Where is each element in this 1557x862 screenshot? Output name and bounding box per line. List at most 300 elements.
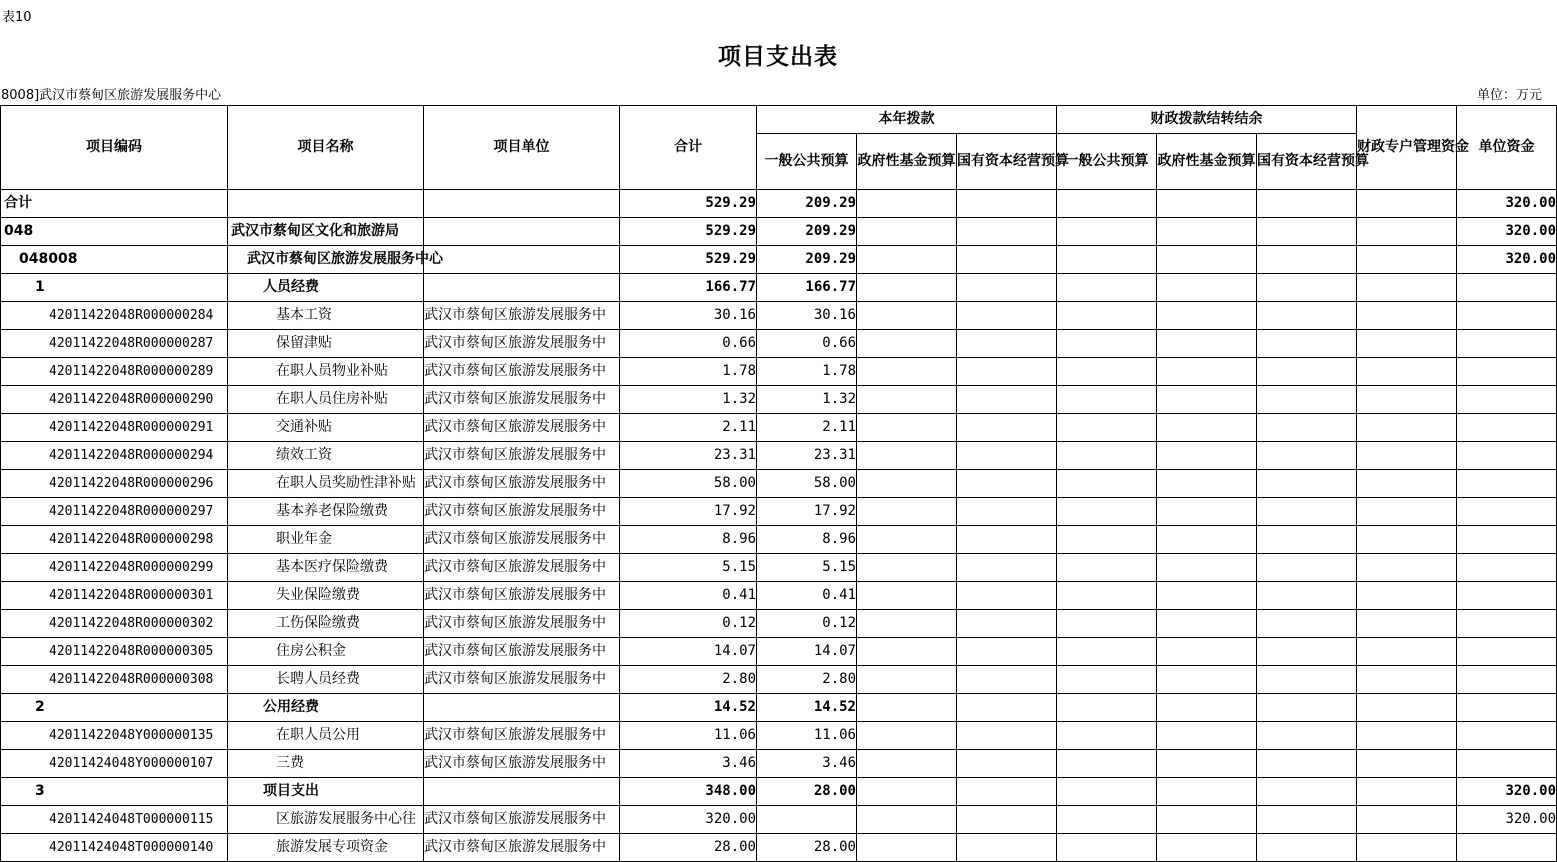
cell-project-name: 基本养老保险缴费 [228, 498, 424, 526]
cell-project-unit: 武汉市蔡甸区旅游发展服务中 [424, 834, 620, 862]
cell-unit-funds: 320.00 [1457, 778, 1557, 806]
cell-current-general: 209.29 [757, 190, 857, 218]
cell-carry-general [1057, 554, 1157, 582]
cell-project-name: 旅游发展专项资金 [228, 834, 424, 862]
cell-project-unit: 武汉市蔡甸区旅游发展服务中 [424, 638, 620, 666]
cell-carry-state [1257, 302, 1357, 330]
cell-carry-state [1257, 778, 1357, 806]
header-total: 合计 [620, 106, 757, 190]
cell-unit-funds: 320.00 [1457, 246, 1557, 274]
cell-current-state [957, 442, 1057, 470]
cell-current-general: 209.29 [757, 246, 857, 274]
table-body [1, 190, 1557, 862]
cell-unit-funds [1457, 498, 1557, 526]
cell-current-state [957, 554, 1057, 582]
cell-unit-funds [1457, 526, 1557, 554]
cell-carry-general [1057, 302, 1157, 330]
cell-unit-funds: 320.00 [1457, 218, 1557, 246]
cell-current-general: 209.29 [757, 218, 857, 246]
cell-carry-fund [1157, 246, 1257, 274]
cell-project-unit: 武汉市蔡甸区旅游发展服务中 [424, 442, 620, 470]
cell-total: 320.00 [620, 806, 757, 834]
cell-total: 14.52 [620, 694, 757, 722]
cell-project-name: 在职人员住房补贴 [228, 386, 424, 414]
cell-unit-funds [1457, 610, 1557, 638]
cell-special-account [1357, 610, 1457, 638]
cell-current-fund [857, 330, 957, 358]
cell-total: 529.29 [620, 246, 757, 274]
cell-project-name: 项目支出 [228, 778, 424, 806]
cell-current-state [957, 190, 1057, 218]
cell-total: 8.96 [620, 526, 757, 554]
cell-project-code: 42011422048R000000302 [1, 610, 228, 638]
cell-carry-state [1257, 414, 1357, 442]
currency-unit: 单位：万元 [1476, 88, 1542, 103]
cell-carry-state [1257, 666, 1357, 694]
cell-project-name: 保留津贴 [228, 330, 424, 358]
cell-special-account [1357, 722, 1457, 750]
table-row [1, 414, 1557, 442]
cell-project-code: 42011422048R000000308 [1, 666, 228, 694]
cell-carry-fund [1157, 750, 1257, 778]
cell-project-unit: 武汉市蔡甸区旅游发展服务中 [424, 750, 620, 778]
cell-unit-funds [1457, 386, 1557, 414]
cell-project-code: 42011422048R000000301 [1, 582, 228, 610]
cell-current-state [957, 470, 1057, 498]
cell-unit-funds: 320.00 [1457, 806, 1557, 834]
cell-current-fund [857, 526, 957, 554]
cell-carry-general [1057, 610, 1157, 638]
cell-current-general: 14.07 [757, 638, 857, 666]
cell-project-code: 048008 [1, 246, 228, 274]
cell-current-state [957, 526, 1057, 554]
cell-current-general: 3.46 [757, 750, 857, 778]
cell-project-name: 交通补贴 [228, 414, 424, 442]
cell-current-fund [857, 722, 957, 750]
cell-carry-state [1257, 610, 1357, 638]
cell-current-state [957, 722, 1057, 750]
cell-carry-general [1057, 582, 1157, 610]
cell-current-fund [857, 386, 957, 414]
cell-project-unit: 武汉市蔡甸区旅游发展服务中 [424, 414, 620, 442]
cell-carry-fund [1157, 834, 1257, 862]
cell-current-state [957, 414, 1057, 442]
cell-project-code: 1 [1, 274, 228, 302]
table-row [1, 526, 1557, 554]
cell-project-name: 三费 [228, 750, 424, 778]
cell-current-fund [857, 246, 957, 274]
cell-project-unit: 武汉市蔡甸区旅游发展服务中 [424, 582, 620, 610]
cell-carry-fund [1157, 610, 1257, 638]
cell-carry-fund [1157, 386, 1257, 414]
cell-special-account [1357, 694, 1457, 722]
table-header [1, 106, 1557, 190]
cell-project-code: 合计 [1, 190, 228, 218]
cell-unit-funds [1457, 750, 1557, 778]
cell-carry-general [1057, 778, 1157, 806]
cell-special-account [1357, 498, 1457, 526]
cell-project-code: 42011422048R000000298 [1, 526, 228, 554]
cell-current-state [957, 302, 1057, 330]
table-row [1, 806, 1557, 834]
header-current-fund: 政府性基金预算 [857, 134, 957, 190]
cell-current-state [957, 694, 1057, 722]
header-special-account: 财政专户管理资金 [1357, 106, 1457, 190]
reporting-unit: 8008]武汉市蔡甸区旅游发展服务中心 [1, 88, 222, 103]
cell-carry-state [1257, 386, 1357, 414]
cell-current-fund [857, 610, 957, 638]
cell-project-name [228, 190, 424, 218]
cell-current-state [957, 218, 1057, 246]
table-row [1, 750, 1557, 778]
cell-unit-funds [1457, 274, 1557, 302]
cell-project-unit: 武汉市蔡甸区旅游发展服务中 [424, 722, 620, 750]
cell-current-general: 17.92 [757, 498, 857, 526]
cell-total: 166.77 [620, 274, 757, 302]
cell-current-fund [857, 470, 957, 498]
cell-project-unit [424, 190, 620, 218]
header-carry-general: 一般公共预算 [1057, 134, 1157, 190]
cell-current-general: 28.00 [757, 778, 857, 806]
cell-carry-fund [1157, 778, 1257, 806]
cell-carry-fund [1157, 274, 1257, 302]
cell-unit-funds [1457, 330, 1557, 358]
cell-project-code: 42011422048R000000296 [1, 470, 228, 498]
cell-project-unit: 武汉市蔡甸区旅游发展服务中 [424, 806, 620, 834]
header-current-state: 国有资本经营预算 [957, 134, 1057, 190]
cell-special-account [1357, 750, 1457, 778]
cell-special-account [1357, 246, 1457, 274]
table-row [1, 498, 1557, 526]
cell-total: 0.66 [620, 330, 757, 358]
cell-unit-funds [1457, 554, 1557, 582]
cell-carry-fund [1157, 498, 1257, 526]
cell-project-name: 住房公积金 [228, 638, 424, 666]
cell-project-unit [424, 694, 620, 722]
cell-current-general: 0.41 [757, 582, 857, 610]
cell-project-name: 失业保险缴费 [228, 582, 424, 610]
cell-current-fund [857, 442, 957, 470]
cell-project-name: 区旅游发展服务中心往 [228, 806, 424, 834]
cell-total: 28.00 [620, 834, 757, 862]
cell-special-account [1357, 414, 1457, 442]
header-carry-state: 国有资本经营预算 [1257, 134, 1357, 190]
cell-carry-fund [1157, 666, 1257, 694]
header-carry-fund: 政府性基金预算 [1157, 134, 1257, 190]
page-title: 项目支出表 [718, 43, 838, 70]
cell-carry-general [1057, 638, 1157, 666]
cell-current-fund [857, 638, 957, 666]
cell-unit-funds [1457, 442, 1557, 470]
cell-carry-state [1257, 694, 1357, 722]
cell-project-name: 人员经费 [228, 274, 424, 302]
cell-carry-fund [1157, 582, 1257, 610]
cell-carry-state [1257, 246, 1357, 274]
cell-current-state [957, 498, 1057, 526]
cell-carry-general [1057, 330, 1157, 358]
cell-project-name: 绩效工资 [228, 442, 424, 470]
cell-project-name: 基本工资 [228, 302, 424, 330]
cell-project-name: 在职人员公用 [228, 722, 424, 750]
cell-current-state [957, 778, 1057, 806]
cell-current-state [957, 834, 1057, 862]
cell-total: 3.46 [620, 750, 757, 778]
cell-current-fund [857, 414, 957, 442]
cell-current-fund [857, 554, 957, 582]
cell-project-name: 武汉市蔡甸区文化和旅游局 [228, 218, 424, 246]
cell-unit-funds [1457, 694, 1557, 722]
cell-carry-general [1057, 470, 1157, 498]
cell-total: 30.16 [620, 302, 757, 330]
header-current-general: 一般公共预算 [757, 134, 857, 190]
cell-carry-state [1257, 806, 1357, 834]
table-row [1, 778, 1557, 806]
cell-carry-state [1257, 190, 1357, 218]
cell-project-code: 2 [1, 694, 228, 722]
cell-carry-state [1257, 274, 1357, 302]
cell-project-code: 42011422048R000000289 [1, 358, 228, 386]
cell-unit-funds: 320.00 [1457, 190, 1557, 218]
cell-current-state [957, 274, 1057, 302]
cell-project-code: 42011422048R000000287 [1, 330, 228, 358]
cell-carry-general [1057, 358, 1157, 386]
cell-project-unit [424, 778, 620, 806]
cell-unit-funds [1457, 666, 1557, 694]
header-code: 项目编码 [1, 106, 228, 190]
cell-carry-fund [1157, 330, 1257, 358]
table-row [1, 638, 1557, 666]
cell-unit-funds [1457, 834, 1557, 862]
table-row [1, 666, 1557, 694]
cell-special-account [1357, 358, 1457, 386]
table-row [1, 274, 1557, 302]
cell-project-unit: 武汉市蔡甸区旅游发展服务中 [424, 610, 620, 638]
project-expenditure-table [0, 105, 1557, 862]
cell-current-fund [857, 834, 957, 862]
cell-current-general: 1.78 [757, 358, 857, 386]
table-row [1, 722, 1557, 750]
cell-project-code: 3 [1, 778, 228, 806]
cell-project-unit: 武汉市蔡甸区旅游发展服务中 [424, 358, 620, 386]
cell-current-state [957, 638, 1057, 666]
cell-total: 5.15 [620, 554, 757, 582]
table-row [1, 582, 1557, 610]
cell-carry-fund [1157, 638, 1257, 666]
cell-current-general [757, 806, 857, 834]
cell-current-general: 11.06 [757, 722, 857, 750]
cell-unit-funds [1457, 722, 1557, 750]
cell-project-name: 在职人员奖励性津补贴 [228, 470, 424, 498]
cell-carry-fund [1157, 722, 1257, 750]
cell-special-account [1357, 442, 1457, 470]
cell-special-account [1357, 274, 1457, 302]
cell-current-fund [857, 302, 957, 330]
cell-current-general: 30.16 [757, 302, 857, 330]
cell-special-account [1357, 302, 1457, 330]
cell-project-name: 公用经费 [228, 694, 424, 722]
table-row [1, 218, 1557, 246]
cell-current-state [957, 386, 1057, 414]
cell-current-general: 28.00 [757, 834, 857, 862]
cell-carry-fund [1157, 414, 1257, 442]
cell-carry-general [1057, 190, 1157, 218]
cell-current-general: 58.00 [757, 470, 857, 498]
cell-project-unit: 武汉市蔡甸区旅游发展服务中 [424, 386, 620, 414]
cell-carry-fund [1157, 358, 1257, 386]
cell-current-fund [857, 274, 957, 302]
cell-current-general: 1.32 [757, 386, 857, 414]
table-row [1, 358, 1557, 386]
table-row [1, 554, 1557, 582]
cell-total: 2.80 [620, 666, 757, 694]
cell-current-general: 5.15 [757, 554, 857, 582]
cell-project-code: 42011422048R000000299 [1, 554, 228, 582]
cell-project-unit: 武汉市蔡甸区旅游发展服务中 [424, 302, 620, 330]
cell-unit-funds [1457, 302, 1557, 330]
cell-carry-fund [1157, 302, 1257, 330]
cell-total: 529.29 [620, 218, 757, 246]
table-row [1, 442, 1557, 470]
table-row [1, 610, 1557, 638]
cell-current-state [957, 330, 1057, 358]
cell-carry-fund [1157, 526, 1257, 554]
cell-carry-general [1057, 666, 1157, 694]
cell-carry-state [1257, 582, 1357, 610]
cell-carry-general [1057, 694, 1157, 722]
cell-current-general: 0.66 [757, 330, 857, 358]
cell-carry-state [1257, 638, 1357, 666]
cell-project-unit: 武汉市蔡甸区旅游发展服务中 [424, 526, 620, 554]
cell-special-account [1357, 330, 1457, 358]
cell-special-account [1357, 778, 1457, 806]
cell-carry-state [1257, 330, 1357, 358]
cell-carry-general [1057, 442, 1157, 470]
cell-total: 2.11 [620, 414, 757, 442]
cell-carry-state [1257, 218, 1357, 246]
cell-project-unit: 武汉市蔡甸区旅游发展服务中 [424, 666, 620, 694]
cell-unit-funds [1457, 638, 1557, 666]
cell-carry-general [1057, 218, 1157, 246]
cell-project-code: 42011422048R000000305 [1, 638, 228, 666]
cell-current-fund [857, 778, 957, 806]
cell-carry-fund [1157, 190, 1257, 218]
cell-current-fund [857, 694, 957, 722]
cell-carry-fund [1157, 470, 1257, 498]
cell-carry-fund [1157, 806, 1257, 834]
cell-carry-general [1057, 750, 1157, 778]
cell-project-unit [424, 218, 620, 246]
cell-current-state [957, 582, 1057, 610]
cell-current-general: 166.77 [757, 274, 857, 302]
cell-project-name: 武汉市蔡甸区旅游发展服务中心 [228, 246, 424, 274]
cell-unit-funds [1457, 582, 1557, 610]
cell-current-state [957, 246, 1057, 274]
cell-special-account [1357, 218, 1457, 246]
cell-total: 1.78 [620, 358, 757, 386]
cell-special-account [1357, 806, 1457, 834]
cell-project-name: 工伤保险缴费 [228, 610, 424, 638]
cell-project-code: 42011422048R000000297 [1, 498, 228, 526]
cell-carry-general [1057, 386, 1157, 414]
cell-special-account [1357, 834, 1457, 862]
cell-carry-state [1257, 834, 1357, 862]
cell-special-account [1357, 582, 1457, 610]
cell-current-state [957, 610, 1057, 638]
cell-current-fund [857, 190, 957, 218]
cell-project-unit [424, 246, 620, 274]
cell-carry-general [1057, 806, 1157, 834]
cell-total: 0.41 [620, 582, 757, 610]
cell-carry-general [1057, 414, 1157, 442]
cell-project-unit: 武汉市蔡甸区旅游发展服务中 [424, 470, 620, 498]
cell-project-code: 42011422048R000000284 [1, 302, 228, 330]
cell-carry-fund [1157, 218, 1257, 246]
table-number: 表10 [2, 10, 32, 25]
cell-special-account [1357, 666, 1457, 694]
cell-project-name: 长聘人员经费 [228, 666, 424, 694]
cell-total: 11.06 [620, 722, 757, 750]
cell-project-code: 42011424048Y000000107 [1, 750, 228, 778]
cell-unit-funds [1457, 414, 1557, 442]
header-group-current: 本年拨款 [757, 106, 1057, 134]
cell-carry-fund [1157, 554, 1257, 582]
header-group-carryover: 财政拨款结转结余 [1057, 106, 1357, 134]
cell-project-code: 42011422048Y000000135 [1, 722, 228, 750]
cell-project-code: 048 [1, 218, 228, 246]
cell-special-account [1357, 638, 1457, 666]
cell-project-code: 42011424048T000000115 [1, 806, 228, 834]
cell-carry-state [1257, 442, 1357, 470]
cell-total: 529.29 [620, 190, 757, 218]
cell-total: 0.12 [620, 610, 757, 638]
cell-current-fund [857, 750, 957, 778]
cell-carry-general [1057, 498, 1157, 526]
cell-current-general: 23.31 [757, 442, 857, 470]
table-row [1, 834, 1557, 862]
cell-project-unit: 武汉市蔡甸区旅游发展服务中 [424, 498, 620, 526]
cell-special-account [1357, 190, 1457, 218]
cell-current-general: 2.11 [757, 414, 857, 442]
cell-project-name: 职业年金 [228, 526, 424, 554]
cell-current-general: 0.12 [757, 610, 857, 638]
cell-current-general: 14.52 [757, 694, 857, 722]
cell-unit-funds [1457, 470, 1557, 498]
cell-special-account [1357, 526, 1457, 554]
table-row [1, 302, 1557, 330]
cell-current-general: 2.80 [757, 666, 857, 694]
table-row [1, 694, 1557, 722]
cell-total: 14.07 [620, 638, 757, 666]
table-row [1, 470, 1557, 498]
cell-carry-state [1257, 554, 1357, 582]
cell-carry-fund [1157, 694, 1257, 722]
cell-current-fund [857, 806, 957, 834]
cell-carry-general [1057, 246, 1157, 274]
header-unit: 项目单位 [424, 106, 620, 190]
cell-project-code: 42011422048R000000294 [1, 442, 228, 470]
cell-current-fund [857, 666, 957, 694]
cell-total: 17.92 [620, 498, 757, 526]
cell-carry-fund [1157, 442, 1257, 470]
cell-current-state [957, 358, 1057, 386]
table-row [1, 190, 1557, 218]
cell-total: 1.32 [620, 386, 757, 414]
cell-carry-general [1057, 274, 1157, 302]
table-row [1, 386, 1557, 414]
cell-current-general: 8.96 [757, 526, 857, 554]
cell-total: 23.31 [620, 442, 757, 470]
cell-special-account [1357, 386, 1457, 414]
